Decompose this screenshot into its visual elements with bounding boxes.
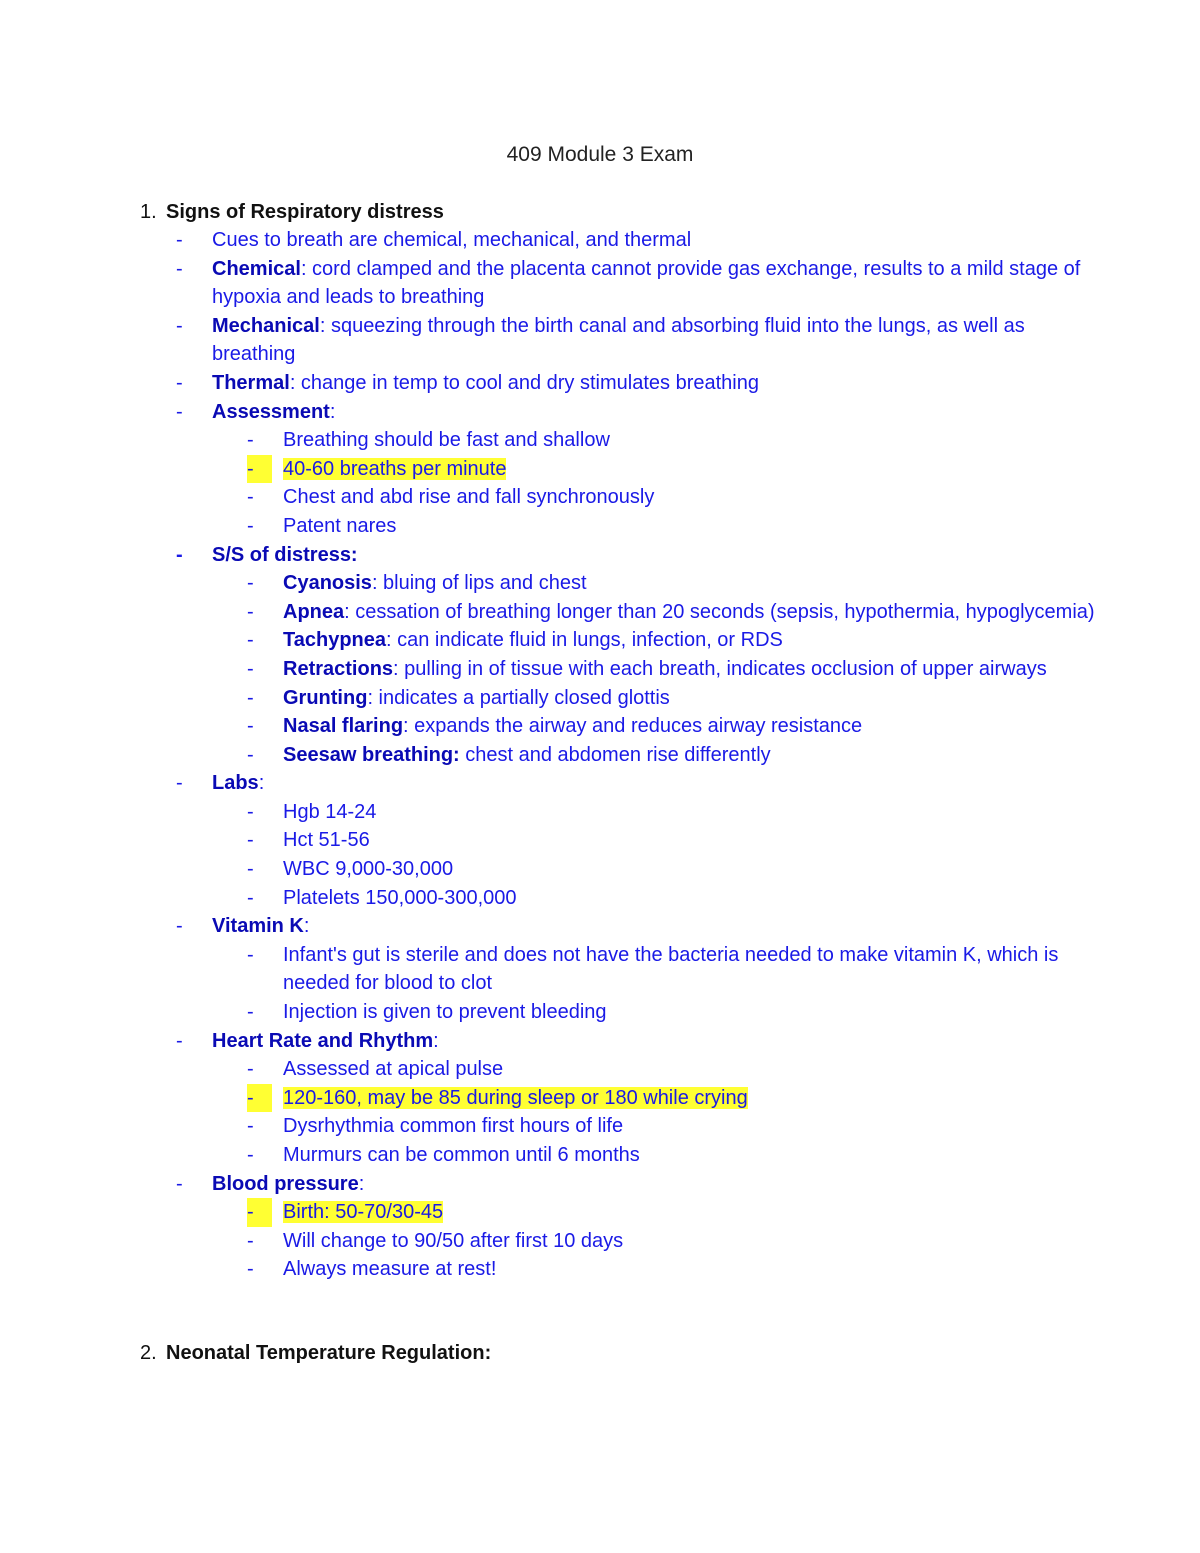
term-label: Chemical (212, 257, 301, 280)
sub-item (0, 798, 1100, 827)
sub-item (0, 826, 1100, 855)
bullet-dash: - (247, 1144, 254, 1166)
term-label: Retractions (283, 657, 394, 680)
sub-item (0, 426, 1100, 455)
item-text: : pulling in of tissue with each breath, indicates occlusion of upper airways (393, 657, 1047, 680)
bullet-dash: - (247, 486, 254, 509)
item-text: Will change to 90/50 after first 10 days (283, 1229, 624, 1252)
bullet-dash: - (247, 886, 254, 909)
item-text: Injection is given to prevent bleeding (283, 1001, 607, 1024)
item-text: : (358, 1172, 365, 1195)
sub-item (0, 998, 1100, 1027)
term-label: Vitamin K (212, 915, 304, 938)
bullet-dash: - (176, 400, 183, 423)
section-number: 2. (140, 1342, 157, 1364)
bullet-dash: - (247, 657, 254, 680)
item-text: Patent nares (283, 514, 397, 537)
bullet-dash: - (247, 429, 254, 452)
bullet-dash: - (247, 600, 254, 623)
term-label: Labs (212, 772, 259, 795)
bullet-dash: - (247, 829, 254, 852)
list-item-heart-rate (0, 1027, 1100, 1056)
list-item-mechanical (0, 312, 1100, 369)
item-text: : bluing of lips and chest (371, 572, 587, 595)
bullet-dash: - (176, 371, 183, 394)
bullet-dash: - (247, 800, 254, 823)
item-text: : (258, 772, 265, 795)
sub-item-highlighted (0, 1084, 1100, 1113)
item-text: : can indicate fluid in lungs, infection, or RDS (386, 629, 783, 652)
item-text: Dysrhythmia common first hours of life (283, 1115, 624, 1138)
list-item-blood-pressure (0, 1170, 1100, 1199)
list-item-vitamin-k (0, 912, 1100, 941)
bullet-dash: - (176, 543, 183, 566)
bullet-dash: - (247, 572, 254, 595)
sub-item (0, 1141, 1100, 1170)
bullet-dash: - (247, 1115, 254, 1138)
item-text: : (329, 400, 336, 423)
bullet-dash: - (176, 1172, 183, 1195)
item-text: chest and abdomen rise differently (459, 743, 771, 766)
list-item-thermal (0, 369, 1100, 398)
term-label: Cyanosis (283, 572, 372, 595)
item-text: Breathing should be fast and shallow (283, 429, 610, 452)
item-text: : (303, 915, 310, 938)
bullet-dash: - (247, 455, 272, 484)
sub-item (0, 569, 1100, 598)
bullet-dash: - (247, 1001, 254, 1024)
item-text: Hct 51-56 (283, 829, 370, 852)
term-label: Heart Rate and Rhythm (212, 1029, 434, 1052)
sub-item (0, 1112, 1100, 1141)
highlighted-text: 120-160, may be 85 during sleep or 180 while crying (283, 1086, 748, 1109)
sub-item (0, 512, 1100, 541)
item-text: Chest and abd rise and fall synchronously (283, 486, 655, 509)
sub-item (0, 1255, 1100, 1284)
item-text: : cord clamped and the placenta cannot provide gas exchange, results to a mild stage of hypoxia and leads to breathing (212, 257, 1081, 309)
term-label: Apnea (283, 600, 345, 623)
sub-item (0, 1227, 1100, 1256)
bullet-dash: - (176, 915, 183, 938)
item-text: : squeezing through the birth canal and absorbing fluid into the lungs, as well as breathing (212, 314, 1025, 366)
item-text: : change in temp to cool and dry stimulates breathing (289, 371, 759, 394)
sub-item (0, 712, 1100, 741)
bullet-dash: - (247, 1198, 272, 1227)
sub-item (0, 684, 1100, 713)
bullet-dash: - (247, 686, 254, 709)
bullet-dash: - (247, 715, 254, 738)
item-text: Platelets 150,000-300,000 (283, 886, 517, 909)
item-text: Infant's gut is sterile and does not have the bacteria needed to make vitamin K, which is needed for blood to clot (283, 943, 1059, 995)
bullet-dash: - (247, 1229, 254, 1252)
list-item (0, 226, 1100, 255)
term-label: Mechanical (212, 314, 320, 337)
highlighted-text: Birth: 50-70/30-45 (283, 1201, 444, 1224)
sub-item (0, 655, 1100, 684)
bullet-dash: - (176, 1029, 183, 1052)
item-text: Always measure at rest! (283, 1258, 497, 1281)
item-text: : cessation of breathing longer than 20 seconds (sepsis, hypothermia, hypoglycemia) (344, 600, 1095, 623)
sub-item (0, 1055, 1100, 1084)
section-title: Neonatal Temperature Regulation: (166, 1342, 492, 1364)
item-text: : indicates a partially closed glottis (367, 686, 670, 709)
bullet-dash: - (247, 1258, 254, 1281)
section-number: 1. (140, 201, 157, 223)
bullet-dash: - (247, 629, 254, 652)
item-text: : (433, 1029, 439, 1052)
term-label: Thermal (212, 371, 290, 394)
list-item-assessment (0, 398, 1100, 427)
bullet-dash: - (247, 743, 254, 766)
term-label: Seesaw breathing: (283, 743, 460, 766)
section-1-list (0, 226, 1100, 1284)
sub-item (0, 483, 1100, 512)
sub-item-highlighted (0, 455, 1100, 484)
bullet-dash: - (176, 257, 183, 280)
term-label: Nasal flaring (283, 715, 404, 738)
sub-item (0, 941, 1100, 998)
item-text: Assessed at apical pulse (283, 1058, 504, 1081)
sub-item (0, 855, 1100, 884)
term-label: Tachypnea (283, 629, 386, 652)
term-label: Assessment (212, 400, 330, 423)
bullet-dash: - (247, 858, 254, 881)
item-text: Murmurs can be common until 6 months (283, 1144, 640, 1166)
list-item-labs (0, 769, 1100, 798)
bullet-dash: - (176, 772, 183, 795)
bullet-dash: - (247, 1084, 272, 1113)
page-title: 409 Module 3 Exam (506, 143, 694, 166)
sub-item (0, 741, 1100, 770)
list-item-chemical (0, 255, 1100, 312)
bullet-dash: - (176, 229, 183, 251)
sub-item-highlighted (0, 1198, 1100, 1227)
section-title: Signs of Respiratory distress (166, 201, 444, 223)
bullet-dash: - (176, 314, 183, 337)
bullet-dash: - (247, 1058, 254, 1081)
highlighted-text: 40-60 breaths per minute (283, 457, 507, 480)
bullet-dash: - (247, 514, 254, 537)
bullet-dash: - (247, 943, 254, 966)
sub-item (0, 598, 1100, 627)
item-text: Hgb 14-24 (283, 800, 377, 823)
item-text: Cues to breath are chemical, mechanical, and thermal (212, 229, 692, 251)
term-label: Grunting (283, 686, 368, 709)
item-text: WBC 9,000-30,000 (283, 858, 454, 881)
item-text: : expands the airway and reduces airway resistance (403, 715, 863, 738)
sub-item (0, 884, 1100, 913)
list-item-sis (0, 541, 1100, 570)
section-1-heading (140, 198, 444, 226)
sub-item (0, 626, 1100, 655)
term-label: S/S of distress: (212, 543, 358, 566)
section-2-heading (140, 1339, 491, 1367)
term-label: Blood pressure (212, 1172, 359, 1195)
